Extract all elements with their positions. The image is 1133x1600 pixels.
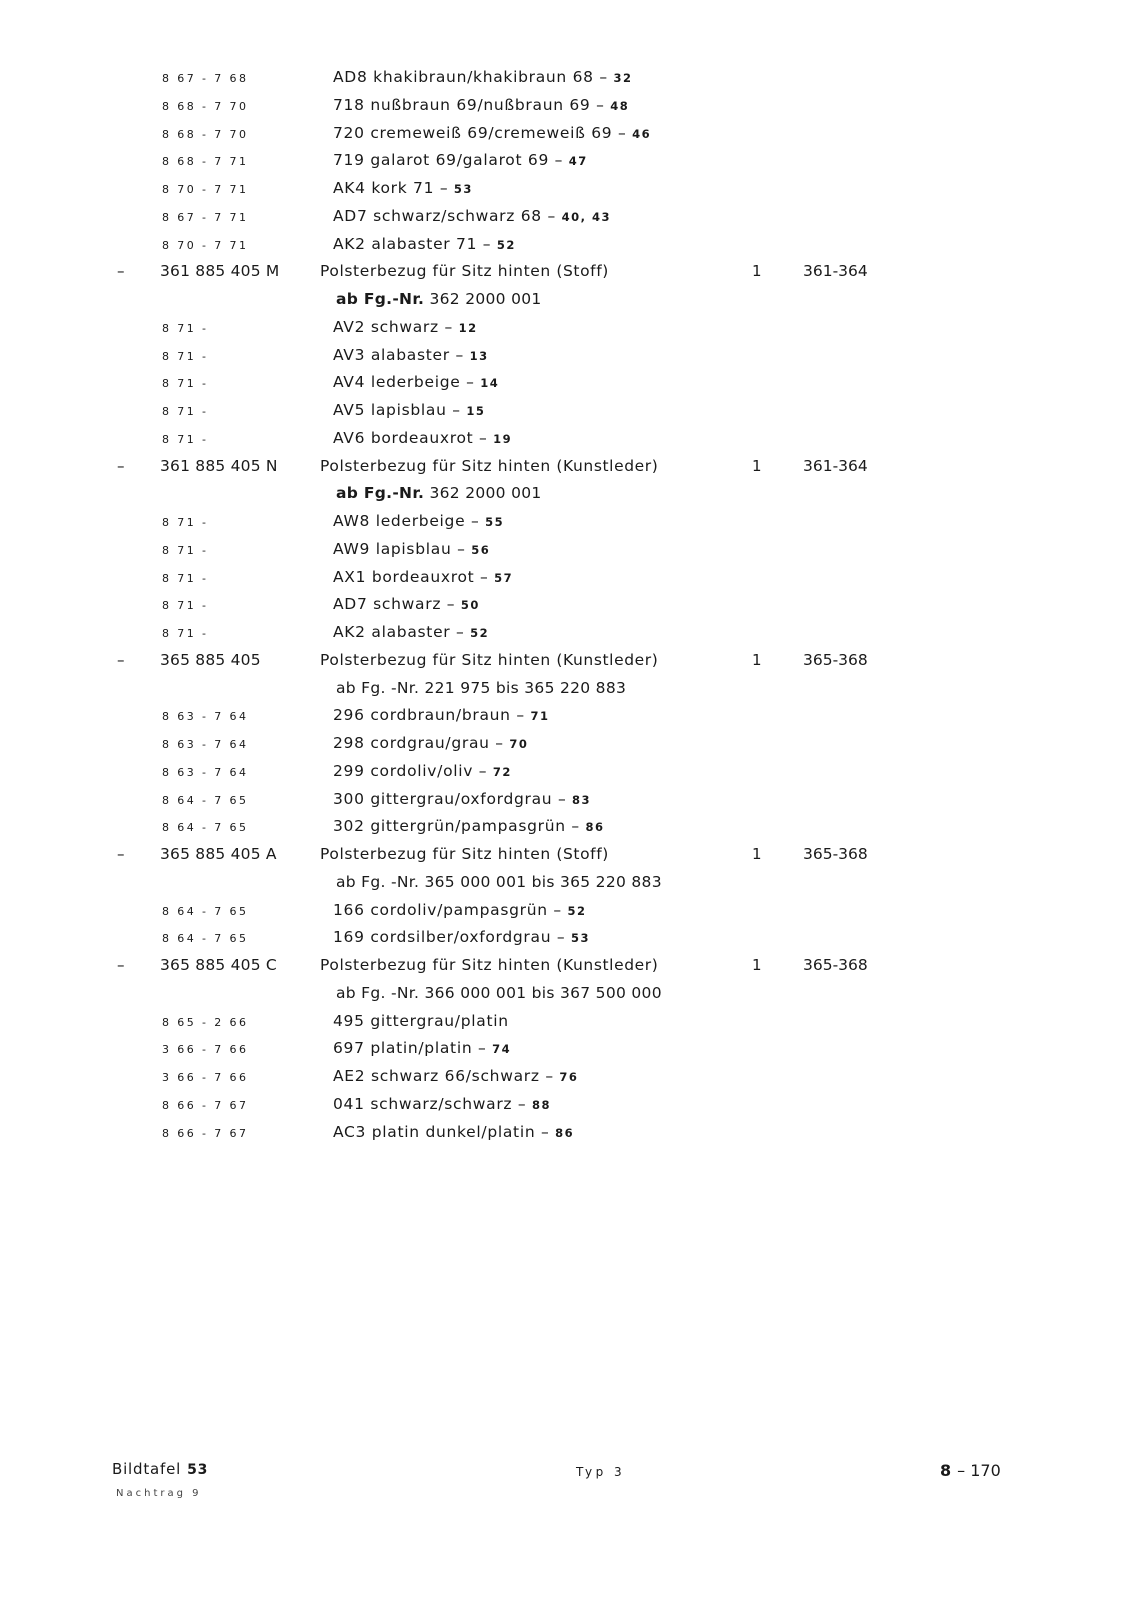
chassis-range bbox=[336, 484, 542, 502]
color-code: AK4 bbox=[333, 179, 366, 197]
color-variant: AK2 alabaster 71 – 52 bbox=[333, 234, 516, 253]
color-variant: 166 cordoliv/pampasgrün – 52 bbox=[333, 900, 587, 919]
date-range: 8 68 - 7 70 bbox=[162, 99, 249, 113]
color-code: AW9 bbox=[333, 539, 371, 558]
color-number: 13 bbox=[469, 348, 489, 363]
color-name: gittergrau/oxfordgrau bbox=[370, 789, 553, 808]
chassis-range bbox=[336, 679, 626, 697]
color-number: 40, 43 bbox=[561, 209, 611, 224]
color-variant-row bbox=[0, 760, 1133, 788]
color-code: AV4 bbox=[333, 373, 366, 392]
quantity: 1 bbox=[752, 456, 762, 475]
color-variant-row bbox=[0, 399, 1133, 427]
color-variant-row bbox=[0, 899, 1133, 927]
date-range: 8 63 - 7 64 bbox=[162, 738, 249, 751]
color-name: nußbraun 69/nußbraun 69 bbox=[370, 95, 591, 114]
chassis-value: 365 000 001 bis 365 220 883 bbox=[424, 872, 662, 891]
date-range: 8 70 - 7 71 bbox=[162, 183, 249, 196]
color-name: cremeweiß 69/cremeweiß 69 bbox=[370, 123, 613, 142]
page-separator: – bbox=[957, 1461, 971, 1480]
chassis-label: ab Fg. -Nr. bbox=[336, 872, 420, 891]
color-variant-row bbox=[0, 566, 1133, 594]
date-range: 3 66 - 7 66 bbox=[162, 1071, 249, 1084]
color-number: 47 bbox=[568, 154, 588, 169]
model-reference: 365-368 bbox=[803, 845, 868, 863]
color-variant-row bbox=[0, 205, 1133, 233]
color-variant: 041 schwarz/schwarz – 88 bbox=[333, 1094, 551, 1113]
color-variant-row bbox=[0, 732, 1133, 760]
color-variant-row bbox=[0, 233, 1133, 261]
date-range: 8 71 - bbox=[162, 349, 209, 363]
plate-label-text: Bildtafel bbox=[112, 1460, 182, 1478]
color-number: 74 bbox=[492, 1042, 512, 1057]
part-number: 361 885 405 N bbox=[160, 456, 278, 475]
color-code: AE2 bbox=[333, 1067, 366, 1085]
color-variant: 697 platin/platin – 74 bbox=[333, 1039, 512, 1058]
color-variant-row bbox=[0, 1065, 1133, 1093]
color-name: lederbeige bbox=[370, 373, 461, 392]
date-range: 8 67 - 7 71 bbox=[162, 210, 249, 224]
date-range: 8 71 - bbox=[162, 377, 209, 391]
color-code: 300 bbox=[333, 789, 365, 808]
color-name: cordoliv/oliv bbox=[370, 761, 474, 780]
chassis-range-row bbox=[0, 982, 1133, 1010]
color-variant: AC3 platin dunkel/platin – 86 bbox=[333, 1122, 575, 1141]
color-code: 495 bbox=[333, 1011, 365, 1030]
color-variant-row bbox=[0, 510, 1133, 538]
date-range: 8 70 - 7 71 bbox=[162, 238, 249, 252]
color-number: 86 bbox=[585, 820, 605, 835]
chassis-range-row bbox=[0, 482, 1133, 510]
color-variant-row bbox=[0, 177, 1133, 205]
color-number: 48 bbox=[610, 98, 630, 113]
date-range: 8 71 - bbox=[162, 571, 209, 585]
color-code: 298 bbox=[333, 734, 365, 752]
color-variant: 302 gittergrün/pampasgrün – 86 bbox=[333, 817, 605, 836]
color-variant-row bbox=[0, 704, 1133, 732]
row-dash: – bbox=[117, 956, 125, 974]
page-number-value: 170 bbox=[970, 1461, 1001, 1480]
chassis-label: ab Fg.-Nr. bbox=[336, 290, 425, 308]
color-code: AD8 bbox=[333, 68, 368, 86]
color-variant-row bbox=[0, 344, 1133, 372]
chassis-value: 362 2000 001 bbox=[429, 484, 542, 503]
color-code: AV5 bbox=[333, 401, 366, 419]
color-name: khakibraun/khakibraun 68 bbox=[373, 68, 594, 86]
color-number: 56 bbox=[471, 542, 491, 557]
color-variant-row bbox=[0, 1121, 1133, 1149]
chassis-range bbox=[336, 873, 662, 891]
part-row bbox=[0, 954, 1133, 982]
color-variant: AD7 schwarz/schwarz 68 – 40, 43 bbox=[333, 206, 611, 225]
date-range: 8 64 - 7 65 bbox=[162, 904, 249, 918]
date-range: 8 68 - 7 70 bbox=[162, 127, 249, 141]
chassis-range-row bbox=[0, 677, 1133, 705]
type-label: Typ 3 bbox=[576, 1465, 626, 1479]
color-code: AK2 bbox=[333, 234, 366, 253]
chassis-value: 221 975 bis 365 220 883 bbox=[424, 678, 627, 697]
color-variant: 298 cordgrau/grau – 70 bbox=[333, 734, 529, 752]
color-name: schwarz 66/schwarz bbox=[371, 1067, 540, 1085]
date-range: 8 71 - bbox=[162, 516, 209, 529]
color-variant-row bbox=[0, 66, 1133, 94]
color-number: 57 bbox=[494, 570, 514, 585]
color-name: platin dunkel/platin bbox=[371, 1122, 536, 1141]
quantity: 1 bbox=[752, 262, 762, 281]
date-range: 8 71 - bbox=[162, 321, 209, 335]
date-range: 8 63 - 7 64 bbox=[162, 710, 249, 724]
color-variant: 720 cremeweiß 69/cremeweiß 69 – 46 bbox=[333, 123, 652, 142]
color-number: 53 bbox=[570, 931, 590, 946]
date-range: 8 63 - 7 64 bbox=[162, 765, 249, 779]
row-dash: – bbox=[117, 456, 125, 475]
color-name: schwarz bbox=[370, 317, 439, 336]
chassis-range bbox=[336, 290, 542, 308]
color-variant: AE2 schwarz 66/schwarz – 76 bbox=[333, 1067, 579, 1085]
color-variant-row bbox=[0, 926, 1133, 954]
chassis-label: ab Fg. -Nr. bbox=[336, 678, 420, 697]
chassis-label: ab Fg.-Nr. bbox=[336, 484, 425, 503]
color-variant-row bbox=[0, 621, 1133, 649]
date-range: 8 71 - bbox=[162, 599, 209, 613]
color-variant-row bbox=[0, 593, 1133, 621]
row-dash: – bbox=[117, 262, 125, 281]
color-variant: AV5 lapisblau – 15 bbox=[333, 401, 486, 419]
color-code: 299 bbox=[333, 761, 365, 780]
color-name: schwarz/schwarz 68 bbox=[373, 206, 542, 225]
color-number: 14 bbox=[480, 376, 500, 391]
part-description: Polsterbezug für Sitz hinten (Kunstleder) bbox=[320, 956, 659, 974]
color-number: 71 bbox=[530, 709, 550, 724]
quantity: 1 bbox=[752, 956, 762, 974]
color-number: 12 bbox=[458, 320, 478, 335]
color-name: galarot 69/galarot 69 bbox=[370, 151, 550, 170]
color-name: kork 71 bbox=[371, 179, 435, 197]
color-variant-row bbox=[0, 815, 1133, 843]
color-code: 720 bbox=[333, 123, 365, 142]
color-variant: 169 cordsilber/oxfordgrau – 53 bbox=[333, 928, 590, 947]
date-range: 8 71 - bbox=[162, 543, 209, 557]
supplement-label: Nachtrag 9 bbox=[116, 1488, 202, 1499]
color-number: 52 bbox=[567, 903, 587, 918]
color-name: lapisblau bbox=[370, 401, 447, 419]
color-variant: AW9 lapisblau – 56 bbox=[333, 539, 491, 558]
part-description: Polsterbezug für Sitz hinten (Stoff) bbox=[320, 262, 609, 281]
color-name: cordgrau/grau bbox=[370, 734, 490, 752]
date-range: 8 65 - 2 66 bbox=[162, 1015, 249, 1029]
date-range: 8 68 - 7 71 bbox=[162, 155, 249, 169]
page-group: 8 bbox=[940, 1461, 952, 1480]
part-number: 365 885 405 C bbox=[160, 956, 277, 974]
color-name: lapisblau bbox=[375, 539, 452, 558]
color-code: 719 bbox=[333, 151, 365, 170]
color-variant: AD7 schwarz – 50 bbox=[333, 595, 480, 614]
part-row bbox=[0, 260, 1133, 288]
color-name: cordbraun/braun bbox=[370, 706, 511, 725]
date-range: 8 64 - 7 65 bbox=[162, 821, 249, 835]
part-number: 365 885 405 A bbox=[160, 845, 277, 863]
plate-label bbox=[112, 1460, 208, 1478]
date-range: 8 66 - 7 67 bbox=[162, 1098, 249, 1112]
color-variant-row bbox=[0, 427, 1133, 455]
color-variant: 300 gittergrau/oxfordgrau – 83 bbox=[333, 789, 592, 808]
page-number bbox=[940, 1461, 1001, 1480]
color-number: 50 bbox=[460, 598, 480, 613]
color-variant: AV2 schwarz – 12 bbox=[333, 317, 478, 336]
color-variant-row bbox=[0, 371, 1133, 399]
color-variant-row bbox=[0, 1037, 1133, 1065]
part-number: 365 885 405 bbox=[160, 650, 261, 669]
color-number: 19 bbox=[493, 431, 513, 446]
color-variant: AV3 alabaster – 13 bbox=[333, 345, 489, 364]
color-code: AW8 bbox=[333, 512, 371, 530]
color-number: 46 bbox=[632, 126, 652, 141]
color-code: AK2 bbox=[333, 623, 366, 641]
chassis-range-row bbox=[0, 871, 1133, 899]
color-name: gittergrau/platin bbox=[370, 1011, 509, 1030]
color-name: cordsilber/oxfordgrau bbox=[370, 928, 552, 947]
chassis-range-row bbox=[0, 288, 1133, 316]
date-range: 8 67 - 7 68 bbox=[162, 72, 249, 85]
color-name: alabaster bbox=[371, 623, 451, 641]
color-number: 88 bbox=[531, 1097, 551, 1112]
color-variant: AW8 lederbeige – 55 bbox=[333, 512, 505, 530]
color-name: bordeauxrot bbox=[370, 428, 474, 447]
color-variant: AK4 kork 71 – 53 bbox=[333, 179, 473, 197]
color-variant: 718 nußbraun 69/nußbraun 69 – 48 bbox=[333, 95, 630, 114]
color-code: 302 bbox=[333, 817, 365, 836]
part-description: Polsterbezug für Sitz hinten (Stoff) bbox=[320, 845, 609, 863]
color-variant: AD8 khakibraun/khakibraun 68 – 32 bbox=[333, 68, 633, 86]
color-name: bordeauxrot bbox=[371, 567, 475, 586]
model-reference: 361-364 bbox=[803, 456, 868, 475]
date-range: 8 64 - 7 65 bbox=[162, 932, 249, 946]
part-row bbox=[0, 649, 1133, 677]
color-code: AD7 bbox=[333, 595, 368, 614]
color-variant-row bbox=[0, 1093, 1133, 1121]
color-number: 52 bbox=[496, 237, 516, 252]
color-code: AV3 bbox=[333, 345, 366, 364]
plate-number: 53 bbox=[187, 1462, 209, 1478]
model-reference: 365-368 bbox=[803, 650, 868, 669]
color-name: alabaster bbox=[370, 345, 450, 364]
color-code: AV6 bbox=[333, 428, 366, 447]
quantity: 1 bbox=[752, 650, 762, 669]
color-variant: AV6 bordeauxrot – 19 bbox=[333, 428, 513, 447]
part-description: Polsterbezug für Sitz hinten (Kunstleder) bbox=[320, 650, 659, 669]
parts-catalog bbox=[0, 66, 1133, 1148]
color-number: 72 bbox=[492, 764, 512, 779]
color-name: platin/platin bbox=[370, 1039, 473, 1058]
chassis-range bbox=[336, 984, 662, 1002]
date-range: 8 66 - 7 67 bbox=[162, 1126, 249, 1140]
color-variant-row bbox=[0, 149, 1133, 177]
color-variant-row bbox=[0, 788, 1133, 816]
color-code: 718 bbox=[333, 95, 365, 114]
chassis-value: 362 2000 001 bbox=[429, 290, 542, 308]
color-code: 166 bbox=[333, 900, 365, 919]
model-reference: 361-364 bbox=[803, 262, 868, 281]
color-number: 55 bbox=[485, 515, 505, 529]
color-code: 697 bbox=[333, 1039, 365, 1058]
color-variant-row bbox=[0, 94, 1133, 122]
color-name: lederbeige bbox=[375, 512, 466, 530]
color-number: 70 bbox=[509, 737, 529, 751]
color-number: 53 bbox=[453, 182, 473, 196]
color-name: gittergrün/pampasgrün bbox=[370, 817, 566, 836]
color-variant: AV4 lederbeige – 14 bbox=[333, 373, 500, 392]
color-number: 86 bbox=[555, 1125, 575, 1140]
color-name: alabaster 71 bbox=[371, 234, 478, 253]
row-dash: – bbox=[117, 650, 125, 669]
color-variant-row bbox=[0, 1010, 1133, 1038]
date-range: 8 64 - 7 65 bbox=[162, 793, 249, 807]
color-code: AV2 bbox=[333, 317, 366, 336]
part-description: Polsterbezug für Sitz hinten (Kunstleder) bbox=[320, 456, 659, 475]
color-variant: 719 galarot 69/galarot 69 – 47 bbox=[333, 151, 588, 170]
color-code: AC3 bbox=[333, 1122, 367, 1141]
color-number: 52 bbox=[470, 626, 490, 640]
model-reference: 365-368 bbox=[803, 956, 868, 974]
color-number: 32 bbox=[613, 71, 633, 85]
color-variant-row bbox=[0, 538, 1133, 566]
date-range: 8 71 - bbox=[162, 432, 209, 446]
row-dash: – bbox=[117, 845, 125, 863]
color-name: schwarz bbox=[373, 595, 442, 614]
color-number: 83 bbox=[572, 792, 592, 807]
color-variant: 296 cordbraun/braun – 71 bbox=[333, 706, 550, 725]
date-range: 8 71 - bbox=[162, 405, 209, 418]
date-range: 3 66 - 7 66 bbox=[162, 1043, 249, 1057]
color-variant bbox=[333, 1012, 509, 1030]
part-row bbox=[0, 455, 1133, 483]
date-range: 8 71 - bbox=[162, 627, 209, 640]
color-number: 76 bbox=[559, 1070, 579, 1084]
color-variant: 299 cordoliv/oliv – 72 bbox=[333, 761, 512, 780]
color-number: 15 bbox=[466, 404, 486, 418]
color-variant: AX1 bordeauxrot – 57 bbox=[333, 567, 514, 586]
color-code: AD7 bbox=[333, 206, 368, 225]
part-row bbox=[0, 843, 1133, 871]
color-code: 296 bbox=[333, 706, 365, 725]
chassis-value: 366 000 001 bis 367 500 000 bbox=[424, 983, 662, 1002]
color-name: schwarz/schwarz bbox=[370, 1094, 513, 1113]
color-code: AX1 bbox=[333, 567, 367, 586]
chassis-label: ab Fg. -Nr. bbox=[336, 983, 420, 1002]
part-number: 361 885 405 M bbox=[160, 262, 280, 281]
color-variant: AK2 alabaster – 52 bbox=[333, 623, 490, 641]
color-code: 169 bbox=[333, 928, 365, 947]
color-name: cordoliv/pampasgrün bbox=[370, 900, 548, 919]
color-variant-row bbox=[0, 316, 1133, 344]
quantity: 1 bbox=[752, 845, 762, 863]
color-code: 041 bbox=[333, 1094, 365, 1113]
color-variant-row bbox=[0, 122, 1133, 150]
